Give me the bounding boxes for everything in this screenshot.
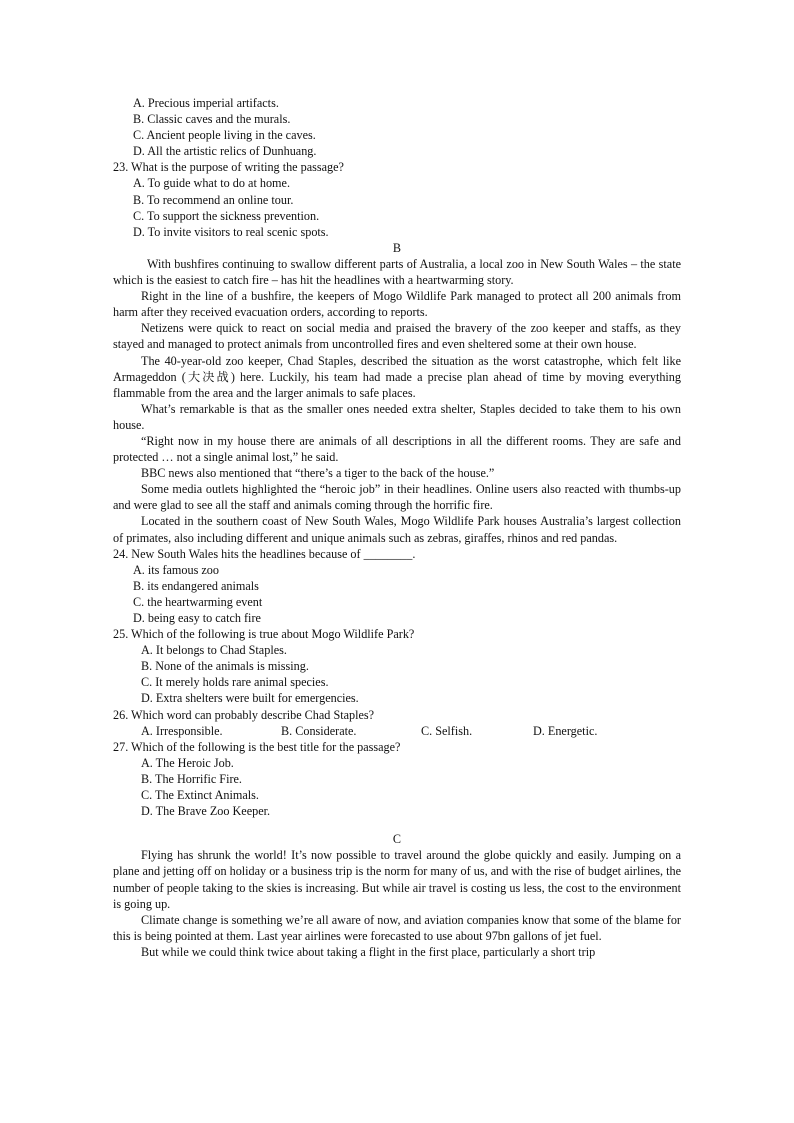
q26-option-c: C. Selfish. [421, 723, 473, 738]
q26-option-b: B. Considerate. [281, 723, 357, 738]
q24-option-b: B. its endangered animals [133, 578, 259, 593]
q22-option-a: A. Precious imperial artifacts. [133, 96, 279, 110]
q27-option-d: D. The Brave Zoo Keeper. [141, 804, 271, 819]
q22-option-d: D. All the artistic relics of Dunhuang. [133, 144, 317, 159]
section-b-paragraph-2: Right in the line of a bushfire, the keepers of Mogo Wildlife Park managed to protect all 200 animals from harm after they received evacuation orders, according to reports. [113, 289, 681, 320]
section-b-paragraph-9: Located in the southern coast of New South Wales, Mogo Wildlife Park houses Australia’s largest collection of primates, also including different and unique animals such as zebras, giraffes, rhinos and red pandas. [113, 514, 681, 545]
question-26 [113, 707, 681, 739]
q22-options [113, 95, 681, 159]
section-b [113, 240, 681, 546]
section-b-paragraph-6: “Right now in my house there are animals of all descriptions in all the different rooms. They are safe and protected … not a single animal lost,” he said. [113, 433, 681, 465]
q25-stem: 25. Which of the following is true about Mogo Wildlife Park? [113, 627, 415, 642]
question-23 [113, 159, 681, 239]
section-c-paragraph-2: Climate change is something we’re all aware of now, and aviation companies know that some of the blame for this is being pointed at them. Last year airlines were forecasted to use about 97bn gallons of jet fuel. [113, 912, 681, 943]
q23-option-c: C. To support the sickness prevention. [133, 208, 320, 223]
q25-option-d: D. Extra shelters were built for emergencies. [141, 691, 359, 706]
q24-stem: 24. New South Wales hits the headlines because of ________. [113, 546, 416, 561]
q23-option-a: A. To guide what to do at home. [133, 176, 290, 191]
q27-option-b: B. The Horrific Fire. [141, 771, 242, 786]
section-c [113, 831, 681, 960]
q26-stem: 26. Which word can probably describe Chad Staples? [113, 707, 375, 722]
q26-option-d: D. Energetic. [533, 723, 598, 738]
q24-option-d: D. being easy to catch fire [133, 611, 261, 625]
q23-option-d: D. To invite visitors to real scenic spots. [133, 224, 329, 239]
question-25 [113, 626, 681, 706]
q26-options-row [113, 723, 681, 739]
q23-option-b: B. To recommend an online tour. [133, 192, 294, 207]
section-c-heading: C [392, 832, 402, 847]
q25-option-b: B. None of the animals is missing. [141, 659, 309, 674]
q27-stem: 27. Which of the following is the best title for the passage? [113, 739, 401, 754]
q23-stem: 23. What is the purpose of writing the passage? [113, 160, 344, 175]
question-24 [113, 546, 681, 626]
q27-option-c: C. The Extinct Animals. [141, 788, 259, 803]
q26-option-a: A. Irresponsible. [141, 723, 223, 738]
section-b-paragraph-5: What’s remarkable is that as the smaller ones needed extra shelter, Staples decided to take them to his own house. [113, 401, 681, 432]
section-c-paragraph-1: Flying has shrunk the world! It’s now possible to travel around the globe quickly and easily. Jumping on a plane and jetting off on holiday or a business trip is the norm for many of us, and with the rise of budget airlines, the number of people taking to the skies is increasing. But while air travel is costing us less, the cost to the environment is going up. [113, 848, 681, 911]
exam-page [113, 95, 681, 960]
section-b-paragraph-4: The 40-year-old zoo keeper, Chad Staples, described the situation as the worst catastrophe, which felt like Armageddon (大决战) here. Luckily, his team had made a precise plan ahead of time by moving everything flammable from the area and the larger animals to safe places. [113, 353, 681, 400]
section-b-paragraph-8: Some media outlets highlighted the “heroic job” in their headlines. Online users also reacted with thumbs-up and were glad to see all the staff and animals coming through the horrific fire. [113, 482, 681, 513]
section-b-paragraph-3: Netizens were quick to react on social media and praised the bravery of the zoo keeper and staffs, as they stayed and managed to protect animals from uncontrolled fires and even sheltered some at their own house. [113, 321, 681, 352]
q24-option-a: A. its famous zoo [133, 562, 219, 577]
section-b-paragraph-1: With bushfires continuing to swallow different parts of Australia, a local zoo in New South Wales – the state which is the easiest to catch fire – has hit the headlines with a heartwarming story. [113, 256, 681, 288]
q25-option-a: A. It belongs to Chad Staples. [141, 643, 287, 658]
q27-option-a: A. The Heroic Job. [141, 755, 234, 770]
q22-option-c: C. Ancient people living in the caves. [133, 128, 316, 143]
section-b-paragraph-7: BBC news also mentioned that “there’s a tiger to the back of the house.” [141, 466, 495, 481]
question-27 [113, 739, 681, 819]
q24-option-c: C. the heartwarming event [133, 594, 263, 609]
section-b-heading: B [392, 240, 402, 255]
q22-option-b: B. Classic caves and the murals. [133, 112, 291, 127]
section-c-paragraph-3: But while we could think twice about taking a flight in the first place, particularly a short trip [141, 944, 596, 959]
q25-option-c: C. It merely holds rare animal species. [141, 675, 329, 690]
section-gap [113, 819, 681, 831]
